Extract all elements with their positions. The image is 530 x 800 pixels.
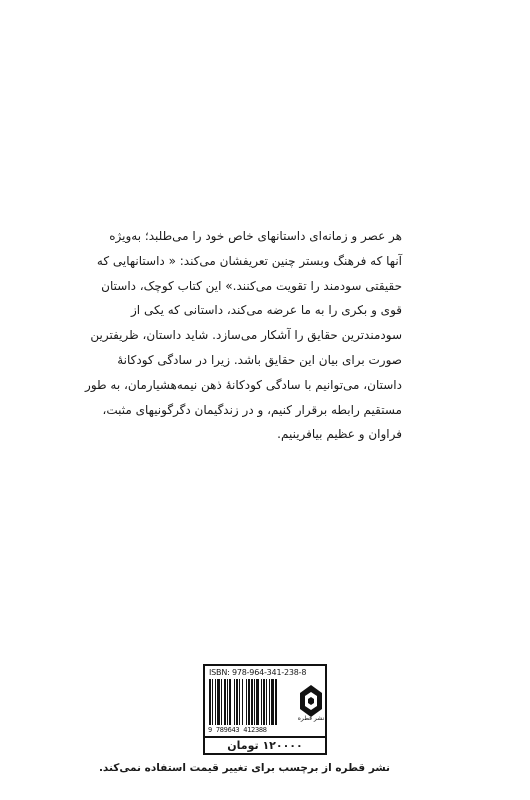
blurb-line: قوی و بکری را به ما عرضه می‌کند، داستانی که یکی از <box>131 303 402 318</box>
blurb-line: هر عصر و زمانه‌ای داستانهای خاص خود را می‌طلبد؛ به‌ویژه <box>109 229 402 243</box>
barcode-box <box>203 664 327 738</box>
blurb-line: حقیقتی سودمند را تقویت می‌کنند.» این کتاب کوچک، داستان <box>101 278 402 293</box>
price-label: ۱۲۰۰۰۰ تومان <box>203 737 327 755</box>
price-notice: نشر قطره از برچسب برای تغییر قیمت استفاده نمی‌کند. <box>98 762 390 774</box>
blurb-line: مستقیم رابطه برقرار کنیم، و در زندگیمان دگرگونیهای مثبت، <box>102 402 402 417</box>
publisher-logo-text: نشر قطره <box>297 715 325 722</box>
blurb-line: داستان، می‌توانیم با سادگی کودکانهٔ ذهن نیمه‌هشیارمان، به طور <box>85 377 402 392</box>
isbn-label: ISBN: 978-964-341-238-8 <box>209 668 307 677</box>
blurb-line: آنها که فرهنگ وبستر چنین تعریفشان می‌کند: « داستانهایی که <box>96 253 402 268</box>
barcode-number: 9 789643 412388 <box>208 726 267 734</box>
barcode-bars <box>208 679 296 725</box>
blurb-line: سودمندترین حقایق را آشکار می‌سازد. شاید داستان، ظریفترین <box>90 328 402 343</box>
blurb-line: فراوان و عظیم بیافرینیم. <box>277 427 402 442</box>
blurb-line: صورت برای بیان این حقایق باشد. زیرا در سادگی کودکانهٔ <box>117 352 402 367</box>
blurb-text <box>85 224 402 447</box>
